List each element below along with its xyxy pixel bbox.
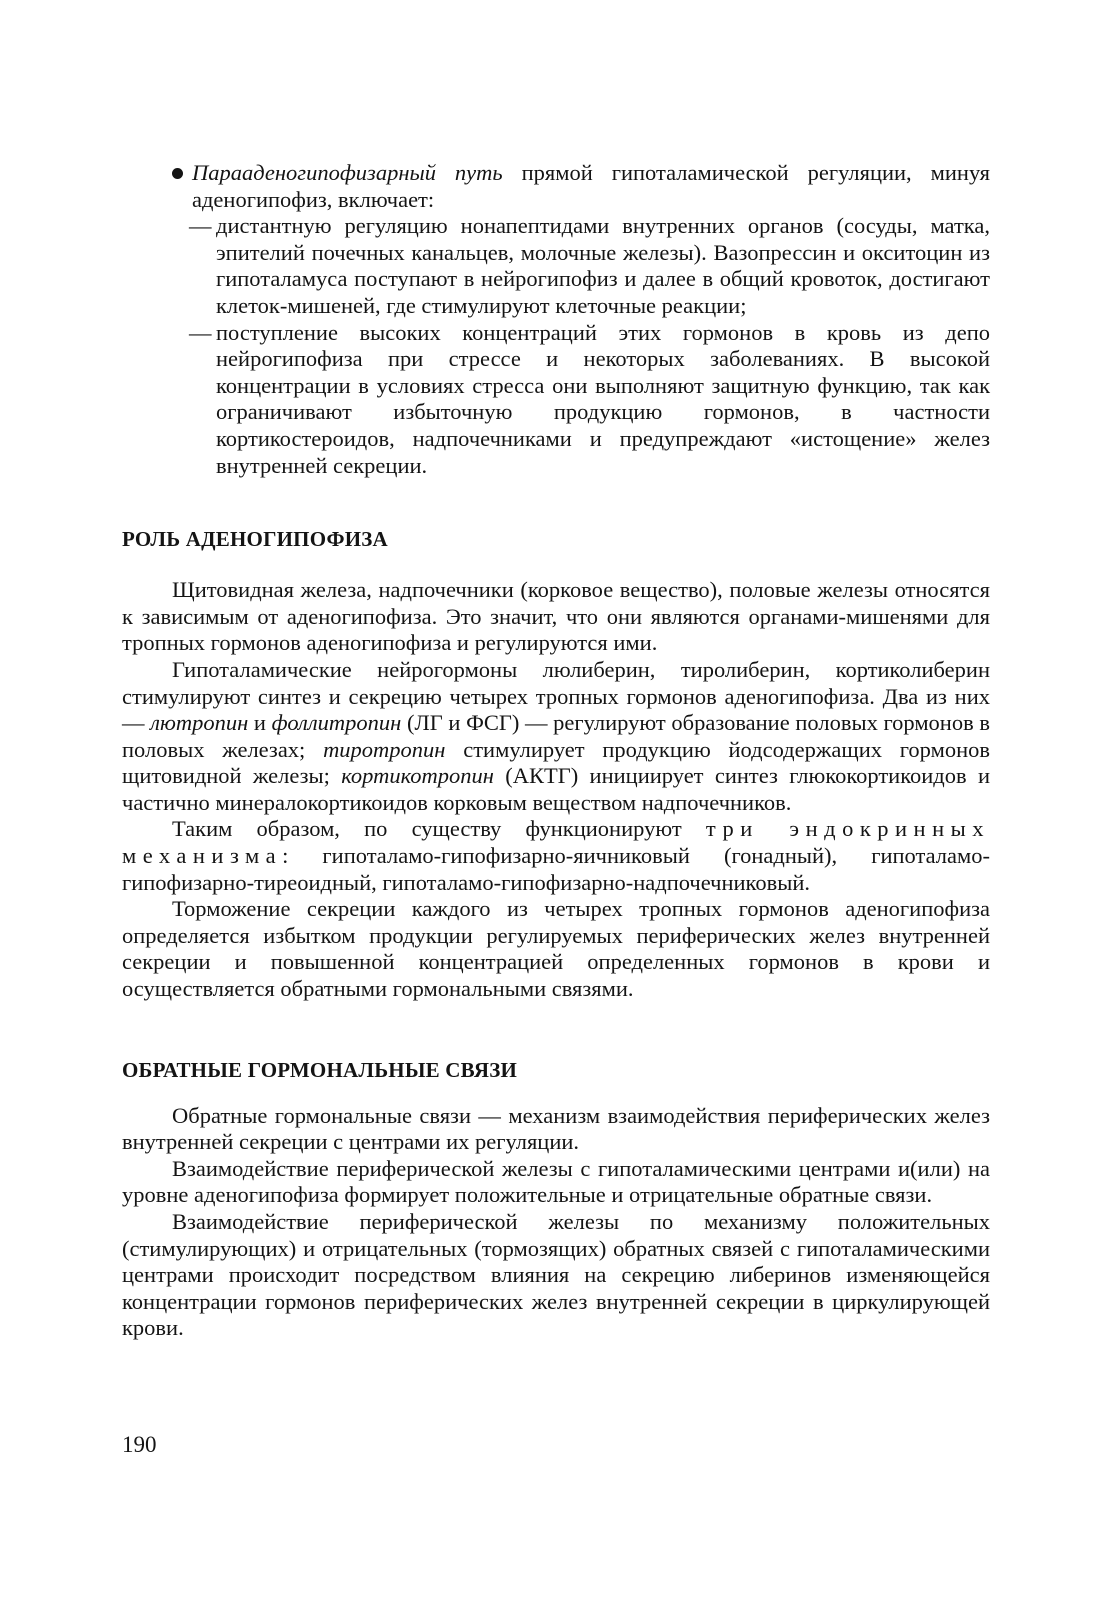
term-thyrotropin: тиротропин — [323, 736, 446, 762]
dash-mark: — — [189, 213, 212, 239]
term-lutropin: лютропин — [150, 710, 249, 736]
paragraph: Взаимодействие периферической железы с гипоталамическими центрами и(или) на уровне аденогипофиза формирует положительные и отрицательные обратные связи. — [122, 1155, 990, 1208]
text-run: Гипоталамические нейрогормоны люлиберин, тиролиберин, кортиколиберин стимулируют синтез и секрецию четырех тропных гормонов аденогипофиза. Два из них — — [122, 656, 990, 736]
dash-item-text: дистантную регуляцию нонапептидами внутренних органов (сосуды, матка, эпителий почечных канальцев, молочные железы). Вазопрессин и окситоцин из гипоталамуса поступают в нейрогипофиз и далее в общий кровоток, достигают клеток-мишеней, где стимулируют клеточные реакции; — [216, 213, 990, 318]
paragraph: Торможение секреции каждого из четырех тропных гормонов аденогипофиза определяется избытком продукции регулируемых периферических желез внутренней секреции и повышенной концентрацией определенных гормонов в крови и осуществляется обратными гормональными связями. — [122, 896, 990, 1002]
term-follitropin: фоллитропин — [271, 710, 402, 736]
paragraph: Щитовидная железа, надпочечники (корковое вещество), половые железы относятся к зависимым от аденогипофиза. Это значит, что они являются органами-мишенями для тропных гормонов аденогипофиза и регулируются ими. — [122, 577, 990, 656]
bullet-lead-italic: Парааденогипофизарный путь — [192, 160, 503, 185]
paragraph: Взаимодействие периферической железы по механизму положительных (стимулирующих) и отрицательных (тормозящих) обратных связей с гипоталамическими центрами происходит посредством влияния на секрецию либеринов изменяющейся концентрации гормонов периферических желез внутренней секреции в циркулирующей крови. — [122, 1209, 990, 1341]
paragraph: Обратные гормональные связи — механизм взаимодействия периферических желез внутренней секреции с центрами их регуляции. — [122, 1102, 990, 1155]
bullet-lead — [168, 160, 990, 213]
spaced-emphasis: три эндокринных механизма — [122, 816, 990, 869]
bullet-dot-icon — [172, 168, 183, 179]
paragraph — [122, 816, 990, 896]
text-run: стимулирует продукцию йодсодержащих гормонов щитовидной железы; — [122, 736, 990, 789]
dash-mark: — — [189, 319, 212, 345]
section-heading-adenohypophysis: РОЛЬ АДЕНОГИПОФИЗА — [122, 527, 388, 552]
dash-item-text: поступление высоких концентраций этих гормонов в кровь из депо нейрогипофиза при стрессе и некоторых заболеваниях. В высокой концентрации в условиях стресса они выполняют защитную функцию, так как ограничивают избыточную продукцию гормонов, в частности кортикостероидов, надпочечниками и предупреждают «истощение» желез внутренней секреции. — [216, 319, 990, 478]
paragraph — [122, 657, 990, 817]
bullet-lead-rest: прямой гипоталамической регуляции, минуя аденогипофиз, включает: — [192, 160, 990, 212]
dash-item-1 — [122, 213, 990, 319]
section-heading-feedback: ОБРАТНЫЕ ГОРМОНАЛЬНЫЕ СВЯЗИ — [122, 1057, 518, 1082]
text-run: : гипоталамо-гипофизарно-яичниковый (гонадный), гипоталамо-гипофизарно-тиреоидный, гипоталамо-гипофизарно-надпочечниковый. — [122, 843, 990, 895]
text-run: (ЛГ и ФСГ) — регулируют образование половых гормонов в половых железах; — [122, 710, 991, 762]
page-content — [122, 160, 990, 1342]
text-run: и — [248, 710, 272, 736]
text-run: (АКТГ) инициирует синтез глюкокортикоидов и частично минералокортикоидов корковым веществом надпочечников. — [122, 763, 990, 815]
text-run: Таким образом, по существу функционируют — [172, 816, 706, 842]
page-number: 190 — [122, 1432, 157, 1457]
term-corticotropin: кортикотропин — [341, 763, 494, 789]
dash-item-2 — [122, 320, 990, 480]
bullet-item — [122, 160, 990, 213]
